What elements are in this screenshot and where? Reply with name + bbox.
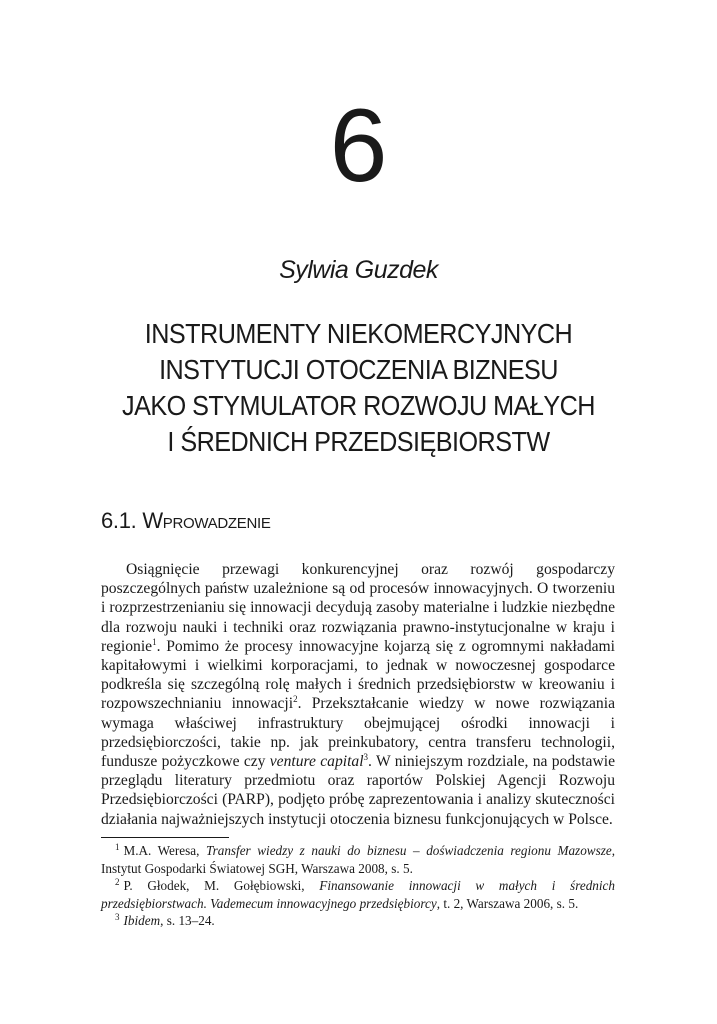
body-paragraph <box>101 560 615 829</box>
chapter-title <box>117 316 600 460</box>
chapter-author: Sylwia Guzdek <box>279 256 438 284</box>
footnote <box>101 877 615 912</box>
footnote-marker: 3 <box>363 751 369 762</box>
footnote-marker: 1 <box>152 636 157 647</box>
footnote-text: , Instytut Gospodarki Światowej SGH, Warszawa 2008, s. 5. <box>101 843 615 876</box>
footnote-number: 1 <box>115 841 120 852</box>
chapter-title-line: INSTYTUCJI OTOCZENIA BIZNESU <box>159 354 558 385</box>
footnote-text: P. Głodek, M. Gołębiowski, <box>123 878 320 893</box>
chapter-title-line: I ŚREDNICH PRZEDSIĘBIORSTW <box>167 426 550 457</box>
footnote-text: , s. 13–24. <box>160 913 215 928</box>
text-run: Osiągnięcie przewagi konkurencyjnej oraz rozwój gospodarczy poszczególnych państw uzależnione są od procesów innowacyjnych. O tworzeniu i rozprzestrzenianiu się innowacji decydują zasoby materialne i ludzkie niezbędne dla rozwoju nauki i techniki oraz rozwiązania prawno-instytucjonalne w kraju i regionie <box>101 561 615 655</box>
text-run: . Pomimo że procesy innowacyjne kojarzą się z ogromnymi nakładami kapitałowymi i wielkimi korporacjami, to jednak w nowoczesnej gospodarce podkreśla się szczególną rolę małych i średnich przedsiębiorstw w kreowaniu i rozpowszechnianiu innowacji <box>101 637 615 713</box>
section-number: 6.1. <box>101 508 137 533</box>
footnote-marker: 2 <box>293 694 298 705</box>
footnote <box>101 912 615 930</box>
footnote-number: 2 <box>115 876 120 887</box>
footnote-text: M.A. Weresa, <box>123 843 206 858</box>
footnotes <box>101 842 615 930</box>
chapter-title-line: INSTRUMENTY NIEKOMERCYJNYCH <box>144 318 573 349</box>
italic-term: venture capital <box>269 753 364 771</box>
footnote-title: Ibidem <box>123 913 161 928</box>
footnote-number: 3 <box>115 911 120 922</box>
text-run: . Przekształcanie wiedzy w nowe rozwiązania wymaga właściwej infrastruktury obejmującej ośrodki innowacji i przedsiębiorczości, takie np. jak preinkubatory, centra transferu technologii, fundusze pożyczkowe czy <box>101 695 615 771</box>
footnote-separator <box>101 837 229 838</box>
section-heading <box>101 506 271 536</box>
paragraph <box>101 560 615 829</box>
footnote-title: Finansowanie innowacji w małych i średnich przedsiębiorstwach. Vademecum innowacyjnego przedsiębiorcy <box>101 878 615 911</box>
section-title: Wprowadzenie <box>142 508 271 533</box>
footnote-title: Transfer wiedzy z nauki do biznesu – doświadczenia regionu Mazowsze <box>205 843 612 858</box>
footnote-text: , t. 2, Warszawa 2006, s. 5. <box>436 895 579 911</box>
text-run: . W niniejszym rozdziale, na podstawie przeglądu literatury przedmiotu oraz raportów Polskiej Agencji Rozwoju Przedsiębiorczości (PARP), podjęto próbę zaprezentowania i analizy skuteczności działania najważniejszych instytucji otoczenia biznesu funkcjonujących w Polsce. <box>101 753 615 828</box>
chapter-number: 6 <box>329 88 388 204</box>
footnote <box>101 842 615 877</box>
chapter-title-line: JAKO STYMULATOR ROZWOJU MAŁYCH <box>122 390 595 421</box>
